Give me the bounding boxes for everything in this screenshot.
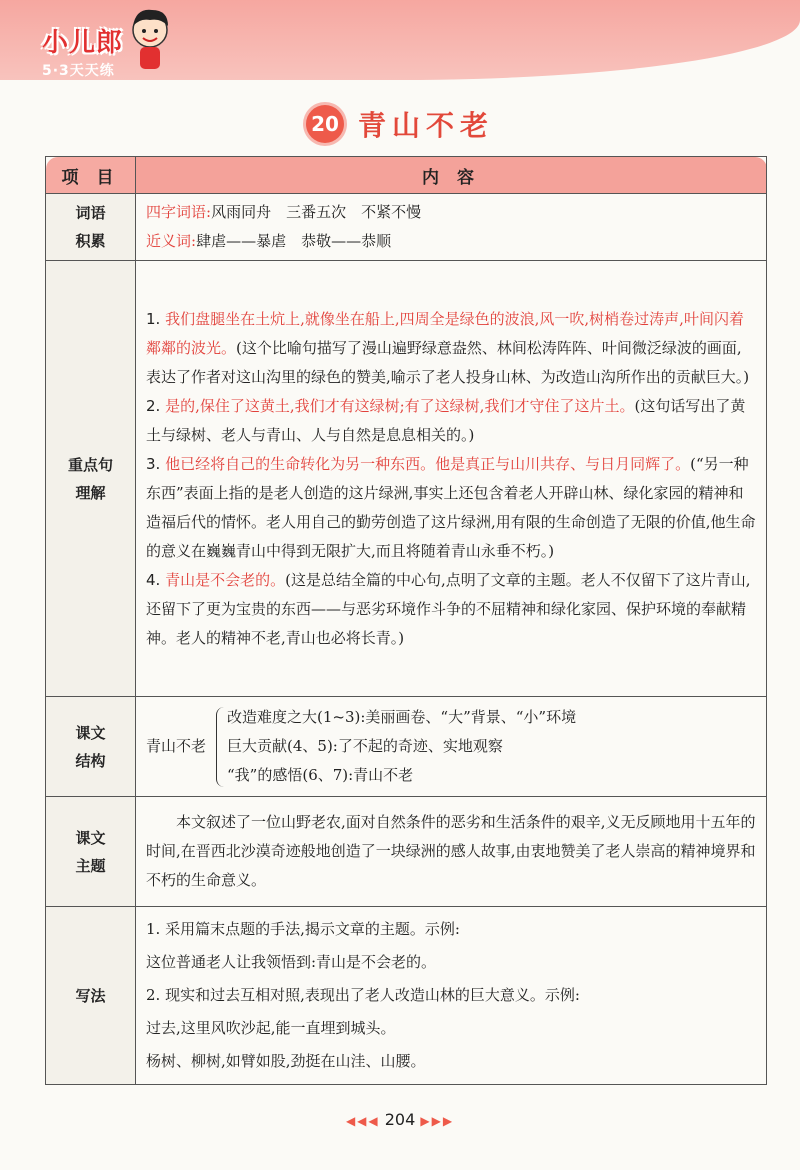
lesson-heading	[0, 104, 800, 144]
brand-series: 5·3天天练	[42, 63, 115, 79]
four-char-words: 风雨同舟 三番五次 不紧不慢	[211, 203, 422, 221]
key-sentences-row	[46, 261, 767, 697]
theme-row	[46, 797, 767, 907]
vocab-content	[136, 194, 767, 261]
theme-text: 本文叙述了一位山野老农,面对自然条件的恶劣和生活条件的艰辛,义无反顾地用十五年的时间,在晋西北沙漠奇迹般地创造了一块绿洲的感人故事,由衷地赞美了老人崇高的精神境界和不朽的生命意义。	[146, 813, 756, 889]
structure-root: 青山不老	[146, 737, 207, 755]
structure-content	[136, 697, 767, 797]
brace-icon	[216, 707, 225, 787]
theme-label: 课文 主题	[46, 797, 136, 907]
col-content-header: 内 容	[136, 157, 767, 194]
structure-branch: 巨大贡献(4、5):了不起的奇迹、实地观察	[227, 737, 503, 755]
mascot-icon	[128, 6, 172, 72]
structure-branch: 改造难度之大(1~3):美丽画卷、“大”背景、“小”环境	[227, 708, 577, 726]
summary-table	[45, 156, 767, 1085]
key-sentences-content	[136, 261, 767, 697]
key-sentence-item: 2. 是的,保住了这黄土,我们才有这绿树;有了这绿树,我们才守住了这片土。(这句话写出了黄土与绿树、老人与青山、人与自然是息息相关的。)	[146, 396, 746, 444]
col-item-header: 项 目	[46, 157, 136, 194]
key-sentence-item: 4. 青山是不会老的。(这是总结全篇的中心句,点明了文章的主题。老人不仅留下了这片青山,还留下了更为宝贵的东西——与恶劣环境作斗争的不屈精神和绿化家园、保护环境的奉献精神。老人的精神不老,青山也必将长青。)	[146, 570, 751, 647]
vocab-label: 词语 积累	[46, 194, 136, 261]
writing-example: 过去,这里风吹沙起,能一直埋到城头。	[146, 1019, 396, 1037]
table-header-row	[46, 157, 767, 194]
lesson-title: 青山不老	[357, 109, 494, 142]
right-arrows-icon: ▶▶▶	[420, 1114, 455, 1128]
structure-row	[46, 697, 767, 797]
synonym-words: 肆虐——暴虐 恭敬——恭顺	[196, 232, 392, 250]
brand-logo	[42, 22, 123, 80]
vocab-row	[46, 194, 767, 261]
key-sentences-label: 重点句 理解	[46, 261, 136, 697]
key-sentence-item: 3. 他已经将自己的生命转化为另一种东西。他是真正与山川共存、与日月同辉了。(“另一种东西”表面上指的是老人创造的这片绿洲,事实上还包含着老人开辟山林、绿化家园的精神和造福后代的情怀。老人用自己的勤劳创造了这片绿洲,用有限的生命创造了无限的价值,他生命的意义在巍巍青山中得到无限扩大,而且将随着青山永垂不朽。)	[146, 454, 756, 560]
writing-row	[46, 907, 767, 1085]
writing-point: 1. 采用篇末点题的手法,揭示文章的主题。示例:	[146, 920, 460, 938]
lesson-number-badge: 20	[306, 105, 344, 143]
theme-content	[136, 797, 767, 907]
four-char-label: 四字词语:	[146, 203, 212, 221]
writing-content	[136, 907, 767, 1085]
synonym-label: 近义词:	[146, 232, 197, 250]
page-number: 204	[384, 1110, 416, 1129]
key-sentence-item: 1. 我们盘腿坐在土炕上,就像坐在船上,四周全是绿色的波浪,风一吹,树梢卷过涛声,叶间闪着鄰鄰的波光。(这个比喻句描写了漫山遍野绿意盎然、林间松涛阵阵、叶间微泛绿波的画面,表达了作者对这山沟里的绿色的赞美,喻示了老人投身山林、为改造山沟所作出的贡献巨大。)	[146, 309, 750, 386]
page-footer	[0, 1110, 800, 1129]
structure-branch: “我”的感悟(6、7):青山不老	[227, 766, 414, 784]
structure-label: 课文 结构	[46, 697, 136, 797]
left-arrows-icon: ◀◀◀	[345, 1114, 380, 1128]
writing-point: 2. 现实和过去互相对照,表现出了老人改造山林的巨大意义。示例:	[146, 986, 580, 1004]
writing-label: 写法	[46, 907, 136, 1085]
writing-example: 杨树、柳树,如臂如股,劲挺在山洼、山腰。	[146, 1052, 426, 1070]
writing-example: 这位普通老人让我领悟到:青山是不会老的。	[146, 953, 437, 971]
brand-title: 小儿郎	[42, 28, 124, 58]
